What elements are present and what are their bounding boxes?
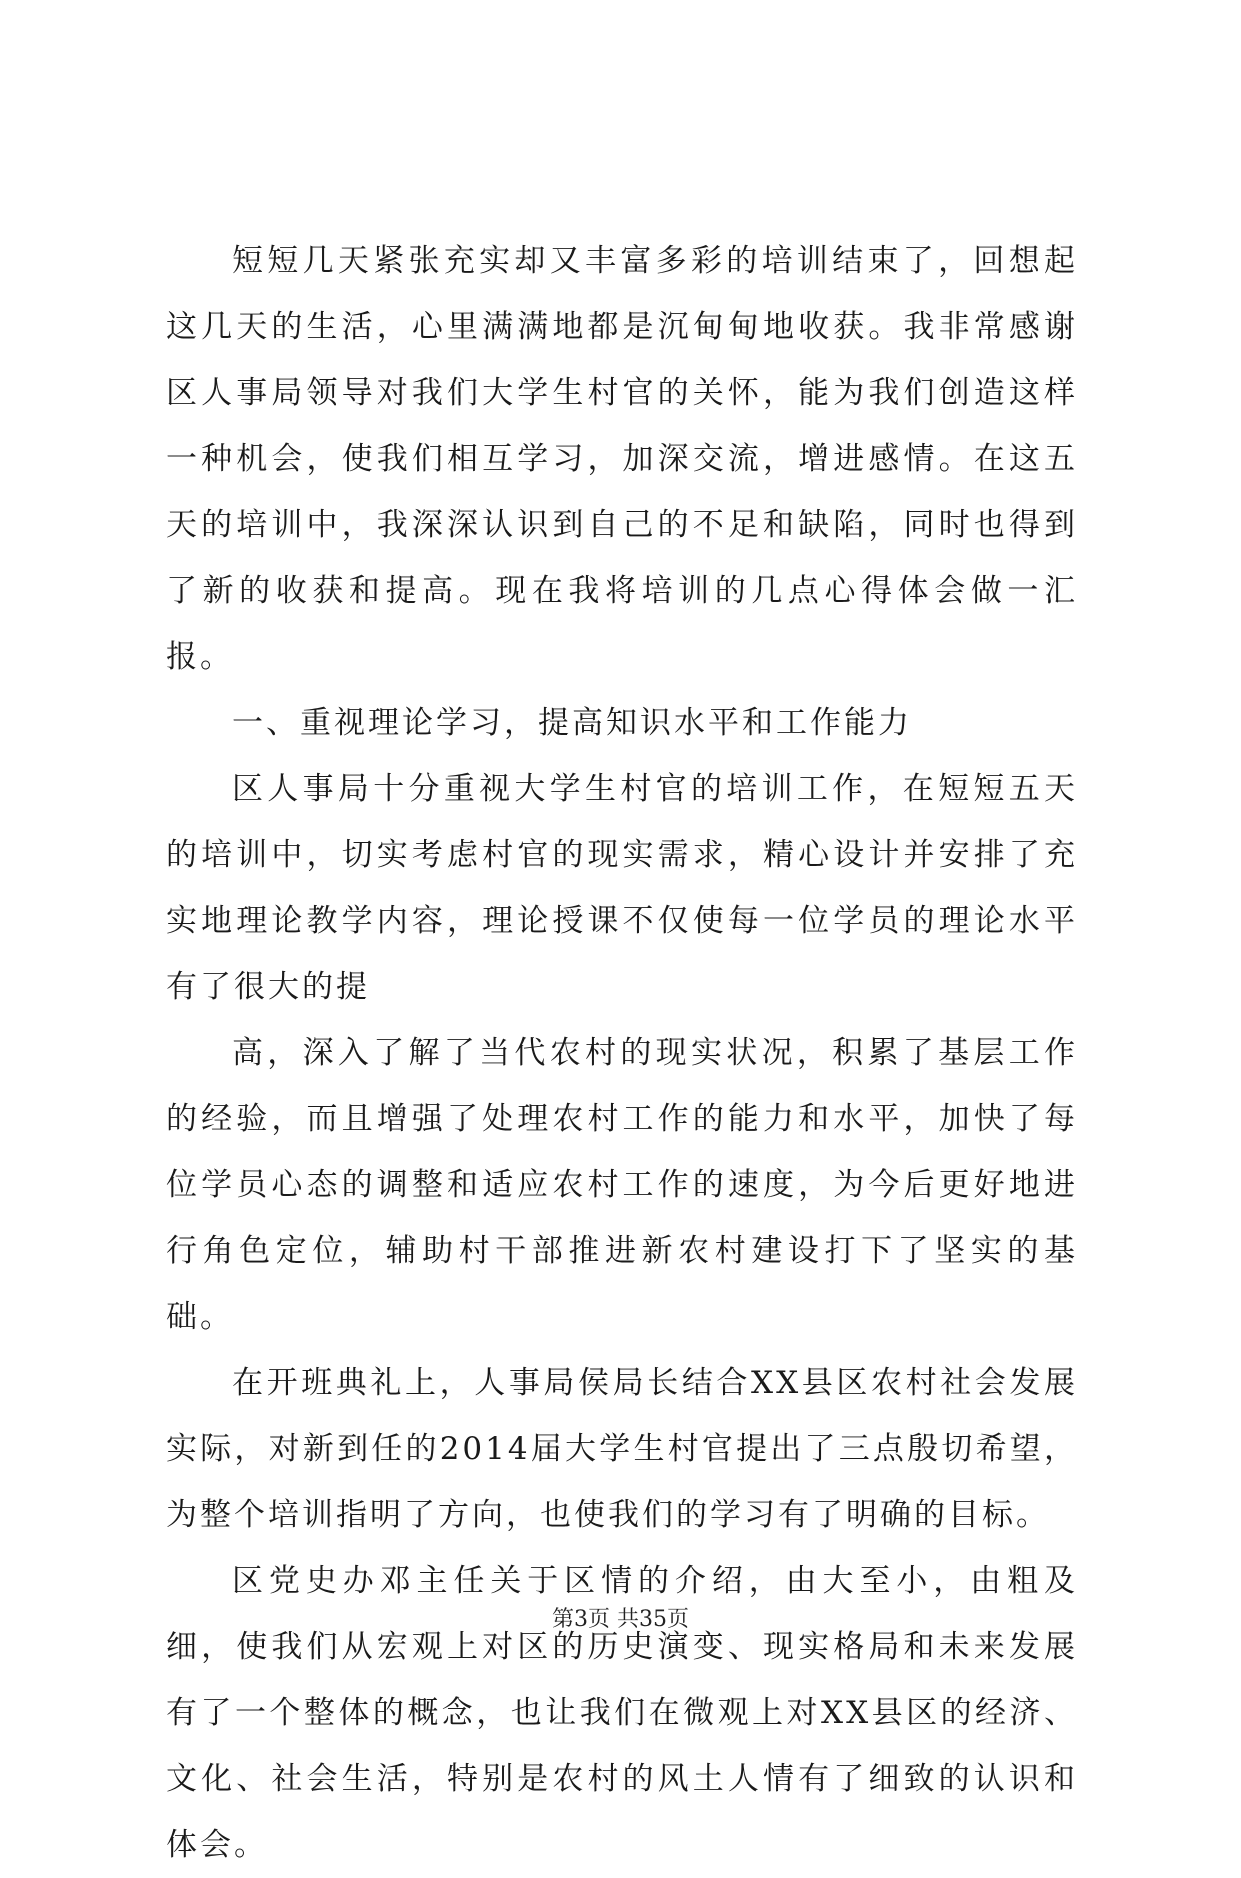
paragraph-training-work: 区人事局十分重视大学生村官的培训工作，在短短五天的培训中，切实考虑村官的现实需求，精心设计并安排了充实地理论教学内容，理论授课不仅使每一位学员的理论水平有了很大的提 bbox=[166, 771, 1078, 1005]
paragraph-opening-ceremony: 在开班典礼上，人事局侯局长结合XX县区农村社会发展实际，对新到任的2014届大学生村官提出了三点殷切希望，为整个培训指明了方向，也使我们的学习有了明确的目标。 bbox=[166, 1365, 1078, 1533]
section-heading: 一、重视理论学习，提高知识水平和工作能力 bbox=[232, 705, 912, 741]
page-number-footer: 第3页 共35页 bbox=[552, 1607, 689, 1632]
paragraph-intro: 短短几天紧张充实却又丰富多彩的培训结束了，回想起这几天的生活，心里满满地都是沉甸甸地收获。我非常感谢区人事局领导对我们大学生村官的关怀，能为我们创造这样一种机会，使我们相互学习，加深交流，增进感情。在这五天的培训中，我深深认识到自己的不足和缺陷，同时也得到了新的收获和提高。现在我将培训的几点心得体会做一汇报。 bbox=[166, 243, 1078, 675]
paragraph-training-results: 高，深入了解了当代农村的现实状况，积累了基层工作的经验，而且增强了处理农村工作的能力和水平，加快了每位学员心态的调整和适应农村工作的速度，为今后更好地进行角色定位，辅助村干部推进新农村建设打下了坚实的基础。 bbox=[166, 1035, 1078, 1335]
paragraph-district-intro: 区党史办邓主任关于区情的介绍，由大至小，由粗及细，使我们从宏观上对区的历史演变、现实格局和未来发展有了一个整体的概念，也让我们在微观上对XX县区的经济、文化、社会生活，特别是农村的风土人情有了细致的认识和体会。 bbox=[166, 1563, 1078, 1863]
